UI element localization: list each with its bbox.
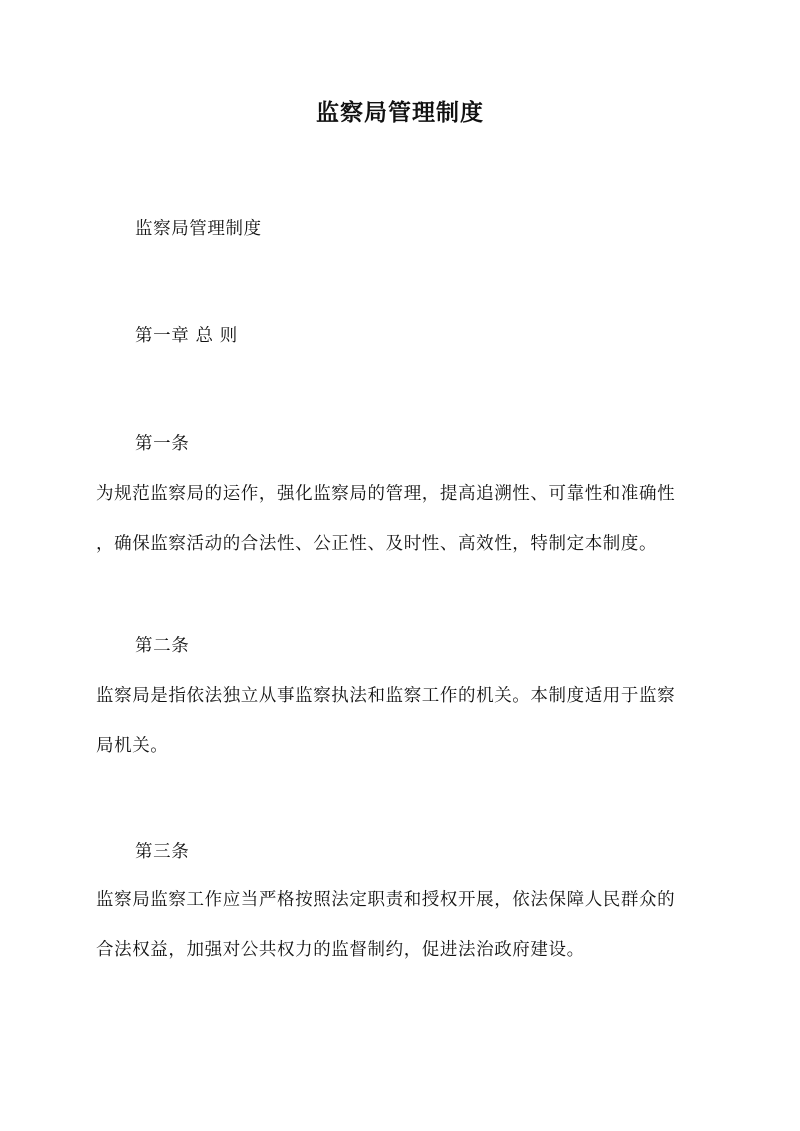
article-1-line-1: 为规范监察局的运作，强化监察局的管理，提高追溯性、可靠性和准确性 [96, 484, 676, 504]
article-1-heading: 第一条 [135, 434, 190, 454]
article-3-line-1: 监察局监察工作应当严格按照法定职责和授权开展，依法保障人民群众的 [96, 890, 676, 910]
chapter-heading: 第一章 总 则 [135, 326, 238, 346]
article-2-line-2: 局机关。 [96, 736, 169, 756]
article-1-line-2: ，确保监察活动的合法性、公正性、及时性、高效性，特制定本制度。 [96, 534, 658, 554]
document-subtitle: 监察局管理制度 [135, 219, 262, 239]
article-3-heading: 第三条 [135, 842, 190, 862]
article-2-line-1: 监察局是指依法独立从事监察执法和监察工作的机关。本制度适用于监察 [96, 686, 676, 706]
article-3-line-2: 合法权益，加强对公共权力的监督制约，促进法治政府建设。 [96, 940, 585, 960]
document-title: 监察局管理制度 [316, 99, 484, 126]
article-2-heading: 第二条 [135, 636, 190, 656]
